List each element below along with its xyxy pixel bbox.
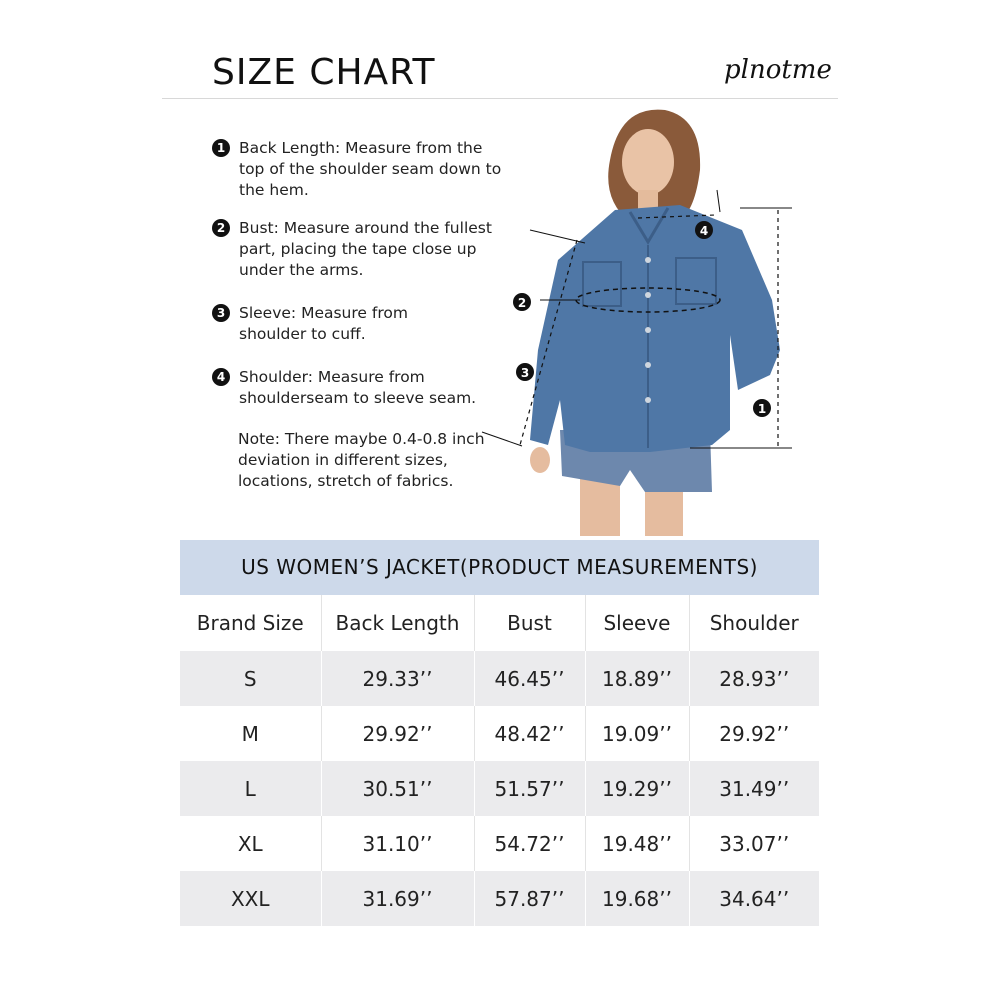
- table-cell: 29.92’’: [321, 706, 474, 761]
- table-cell: 29.33’’: [321, 651, 474, 706]
- instruction-text: Sleeve: Measure from shoulder to cuff.: [239, 304, 408, 343]
- table-title: US WOMEN’S JACKET(PRODUCT MEASUREMENTS): [180, 540, 819, 595]
- instruction-text: Shoulder: Measure from shoulderseam to sleeve seam.: [239, 368, 477, 407]
- marker-1-icon: [753, 399, 771, 417]
- table-cell: 54.72’’: [474, 816, 585, 871]
- instruction-text: Back Length: Measure from the top of the shoulder seam down to the hem.: [239, 139, 502, 199]
- column-header: Back Length: [321, 595, 474, 651]
- instruction-text: Bust: Measure around the fullest part, placing the tape close up under the arms.: [239, 219, 492, 279]
- marker-2-icon: [513, 293, 531, 311]
- table-cell: M: [180, 706, 321, 761]
- table-cell: 29.92’’: [689, 706, 819, 761]
- table-row: [180, 816, 819, 871]
- table-row: [180, 706, 819, 761]
- table-cell: 19.48’’: [585, 816, 689, 871]
- svg-text:3: 3: [520, 366, 530, 380]
- table-header-row: [180, 595, 819, 651]
- table-cell: 31.69’’: [321, 871, 474, 926]
- svg-text:1: 1: [757, 402, 767, 416]
- table-cell: 30.51’’: [321, 761, 474, 816]
- table-cell: 46.45’’: [474, 651, 585, 706]
- marker-4-icon: [695, 221, 713, 239]
- table-cell: 57.87’’: [474, 871, 585, 926]
- brand-logo: plnotme: [724, 55, 832, 85]
- column-header: Sleeve: [585, 595, 689, 651]
- jacket-model-illustration: [480, 100, 810, 536]
- table-cell: 18.89’’: [585, 651, 689, 706]
- table-cell: 34.64’’: [689, 871, 819, 926]
- instruction-shoulder: [212, 367, 512, 409]
- table-cell: 33.07’’: [689, 816, 819, 871]
- table-cell: 48.42’’: [474, 706, 585, 761]
- table-cell: 19.68’’: [585, 871, 689, 926]
- table-cell: 19.29’’: [585, 761, 689, 816]
- table-cell: 51.57’’: [474, 761, 585, 816]
- number-1-icon: 1: [212, 139, 230, 157]
- table-row: [180, 761, 819, 816]
- number-2-icon: 2: [212, 219, 230, 237]
- table-row: [180, 651, 819, 706]
- instruction-bust: [212, 218, 512, 281]
- number-3-icon: 3: [212, 304, 230, 322]
- deviation-note: Note: There maybe 0.4-0.8 inch deviation in different sizes, locations, stretch of fabrics.: [238, 430, 485, 490]
- marker-3-icon: [516, 363, 534, 381]
- table-cell: 31.49’’: [689, 761, 819, 816]
- table-cell: 19.09’’: [585, 706, 689, 761]
- table-row: [180, 871, 819, 926]
- table-cell: 28.93’’: [689, 651, 819, 706]
- number-4-icon: 4: [212, 368, 230, 386]
- header-divider: [162, 98, 838, 99]
- table-cell: 31.10’’: [321, 816, 474, 871]
- svg-text:2: 2: [517, 296, 527, 310]
- instruction-back-length: [212, 138, 512, 201]
- column-header: Shoulder: [689, 595, 819, 651]
- size-table: [180, 540, 819, 926]
- instruction-sleeve: [212, 303, 512, 345]
- table-cell: XXL: [180, 871, 321, 926]
- page-title: SIZE CHART: [212, 52, 436, 93]
- table-cell: L: [180, 761, 321, 816]
- column-header: Brand Size: [196, 611, 304, 635]
- table-cell: S: [180, 651, 321, 706]
- column-header: Bust: [474, 595, 585, 651]
- svg-text:4: 4: [699, 224, 709, 238]
- table-cell: XL: [180, 816, 321, 871]
